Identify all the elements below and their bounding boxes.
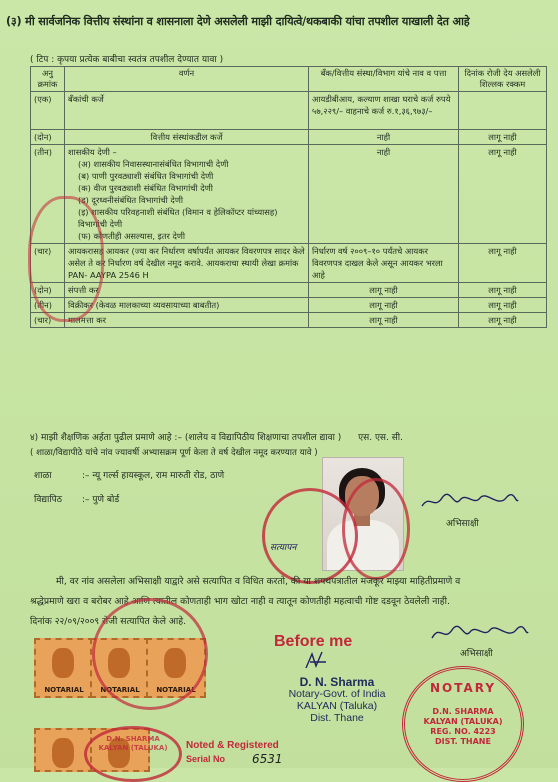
section3-note: ( टिप : कृपया प्रत्येक बाबीचा स्वतंत्र तपशील देण्यात यावा ): [30, 55, 224, 65]
school-label: शाळा: [34, 471, 52, 481]
row-num: (तीन): [31, 145, 65, 244]
university-label: विद्यापिठ: [34, 495, 63, 505]
education-heading-text: ४) माझी शैक्षणिक अर्हता पुढील प्रमाणे आहे :– (शालेय व विद्यापिठीय शिक्षणाचा तपशील द्यावा ): [30, 433, 342, 443]
row-desc: बँकांची कर्जे: [65, 92, 309, 130]
declaration-line-2: श्रद्धेप्रमाणे खरा व बरोबर आहे आणि त्यातील कोणताही भाग खोटा नाही व त्यातून कोणतीही महत्वाची गोष्ट दडवून ठेवलेली नाही.: [30, 596, 450, 607]
advocate-seal: [28, 196, 104, 322]
seal-line: KALYAN (TALUKA): [423, 717, 503, 726]
notary-seal: [402, 666, 524, 782]
row-num: (चार): [31, 313, 65, 328]
notary-seal-stamps: [92, 598, 208, 710]
education-value: एस. एस. सी.: [358, 433, 403, 443]
seal-line: D.N. SHARMA: [432, 707, 494, 716]
notary-seal-top: NOTARY: [429, 681, 497, 695]
notary-district: Dist. Thane: [310, 712, 364, 724]
notary-signature: [302, 650, 332, 676]
row-amount: [459, 92, 547, 130]
candidate-label: अभिसाक्षी: [446, 519, 479, 529]
notary-place: KALYAN (Taluka): [296, 700, 378, 712]
attested-label: सत्यापन: [270, 543, 297, 553]
declarant-label: अभिसाक्षी: [460, 649, 493, 659]
row-num: (चार): [31, 244, 65, 283]
row-amount: लागू नाही: [459, 313, 547, 328]
table-row: [31, 244, 547, 283]
registered-line: Noted & Registered: [186, 740, 279, 751]
header-amount: दिनांक रोजी देय असलेली शिल्लक रक्कम: [459, 67, 547, 92]
university-value: :– पुणे बोर्ड: [82, 495, 120, 505]
table-row: [31, 283, 547, 298]
table-row: [31, 298, 547, 313]
row-amount: लागू नाही: [459, 130, 547, 145]
stamp-label: NOTARIAL: [44, 686, 84, 694]
notary-details: [262, 676, 412, 724]
govt-dues-item: (इ) शासकीय परिवहनाशी संबंधित (विमान व हेलिकॉप्टर यांच्यासह) विभागांची देणी: [78, 207, 278, 229]
candidate-signature: [420, 492, 520, 516]
declaration-line-3: दिनांक २२/०९/२००९ रोजी सत्यापित केले आहे.: [30, 616, 187, 627]
row-bank: नाही: [309, 130, 459, 145]
row-bank: लागू नाही: [309, 283, 459, 298]
serial-number: 6531: [252, 752, 283, 766]
govt-dues-item: (फ) कोणतीही असल्यास, इतर देणी: [78, 231, 186, 241]
seal-line: DIST. THANE: [435, 737, 491, 746]
row-desc: आयकरासह आयकर (ज्या कर निर्धारण वर्षापर्यंत आयकर विवरणपत्र सादर केले असेल ते कर निर्धारण वर्ष देखील नमूद करावे. आयकराचा स्थायी लेखा क्रमांक PAN- AAYPA 2546 H: [65, 244, 309, 283]
row-desc: मालमत्ता कर: [65, 313, 309, 328]
govt-dues-item: (क) वीज पुरवठ्याशी संबंधित विभागांची देणी: [78, 183, 213, 193]
header-bank: बँक/वित्तीय संस्था/विभाग यांचे नाव व पत्ता: [309, 67, 459, 92]
row-amount: लागू नाही: [459, 283, 547, 298]
seal-line: KALYAN (TALUKA): [98, 744, 168, 752]
row-num: (दोन): [31, 283, 65, 298]
row-desc: संपत्ती कर: [65, 283, 309, 298]
before-me-text: Before me: [274, 633, 353, 650]
row-num: (तीन): [31, 298, 65, 313]
govt-dues-title: शासकीय देणी –: [68, 147, 117, 157]
row-desc: [65, 145, 309, 244]
header-serial: अनु क्रमांक: [31, 67, 65, 92]
row-bank: लागू नाही: [309, 313, 459, 328]
notary-oval-stamps: [84, 726, 182, 782]
row-desc: विक्रीकर (केवळ मालकाच्या व्यवसायाच्या बाबतीत): [65, 298, 309, 313]
row-amount: लागू नाही: [459, 145, 547, 244]
row-num: (एक): [31, 92, 65, 130]
row-desc: वित्तीय संस्थांकडील कर्जे: [65, 130, 309, 145]
declarant-signature: [430, 622, 530, 648]
row-bank: निर्धारण वर्ष २००९–१० पर्यंतचे आयकर विवरणपत्र दाखल केले असून आयकर भरला आहे: [309, 244, 459, 283]
row-amount: लागू नाही: [459, 244, 547, 283]
seal-line: REG. NO. 4223: [430, 727, 496, 736]
header-description: वर्णन: [65, 67, 309, 92]
row-num: (दोन): [31, 130, 65, 145]
table-row: [31, 145, 547, 244]
govt-dues-item: (ब) पाणी पुरवठ्याशी संबंधित विभागांची देणी: [78, 171, 214, 181]
stamp-label: NOTARIAL: [156, 686, 196, 694]
stamp-label: NOTARIAL: [100, 686, 140, 694]
notary-title: Notary-Govt. of India: [288, 688, 386, 700]
govt-dues-item: (अ) शासकीय निवासस्थानासंबंधित विभागाची देणी: [78, 159, 229, 169]
row-bank: लागू नाही: [309, 298, 459, 313]
notary-name: D. N. Sharma: [299, 675, 375, 689]
table-row: [31, 92, 547, 130]
education-note: ( शाळा/विद्यापीठे यांचे नांव ज्यावर्षी अभ्यासक्रम पूर्ण केला ते वर्ष देखील नमूद करण्यात यावे ): [30, 448, 318, 458]
serial-label: Serial No: [186, 754, 226, 764]
table-header-row: [31, 67, 547, 92]
table-row: [31, 130, 547, 145]
row-bank: नाही: [309, 145, 459, 244]
row-bank: आयडीबीआय, कल्याण शाखा घराचे कर्ज रुपये ५७,२२९/– वाहनाचे कर्ज रु.१,३६,९७३/–: [309, 92, 459, 130]
row-amount: लागू नाही: [459, 298, 547, 313]
education-heading: [30, 430, 403, 443]
seal-line: D.N. SHARMA: [106, 735, 160, 743]
declaration-line-1: मी, वर नांव असलेला अभिसाक्षी याद्वारे असे सत्यापित व विधित करतो, की या शपथपत्रातील मजकूर माझ्या माहितीप्रमाणे व: [56, 576, 461, 587]
notary-oval-photo: [342, 478, 410, 580]
table-row: [31, 313, 547, 328]
section3-heading: (३) मी सार्वजनिक वित्तीय संस्थांना व शासनाला देणे असलेली माझी दायित्वे/थकबाकी यांचा तपशील याखाली देत आहे: [6, 15, 470, 28]
school-value: :– न्यू गर्ल्स हायस्कूल, राम मारुती रोड, ठाणे: [82, 471, 225, 481]
liabilities-table: [30, 66, 547, 328]
govt-dues-item: (ड) दूरध्वनीसंबंधित विभागांची देणी: [78, 195, 183, 205]
